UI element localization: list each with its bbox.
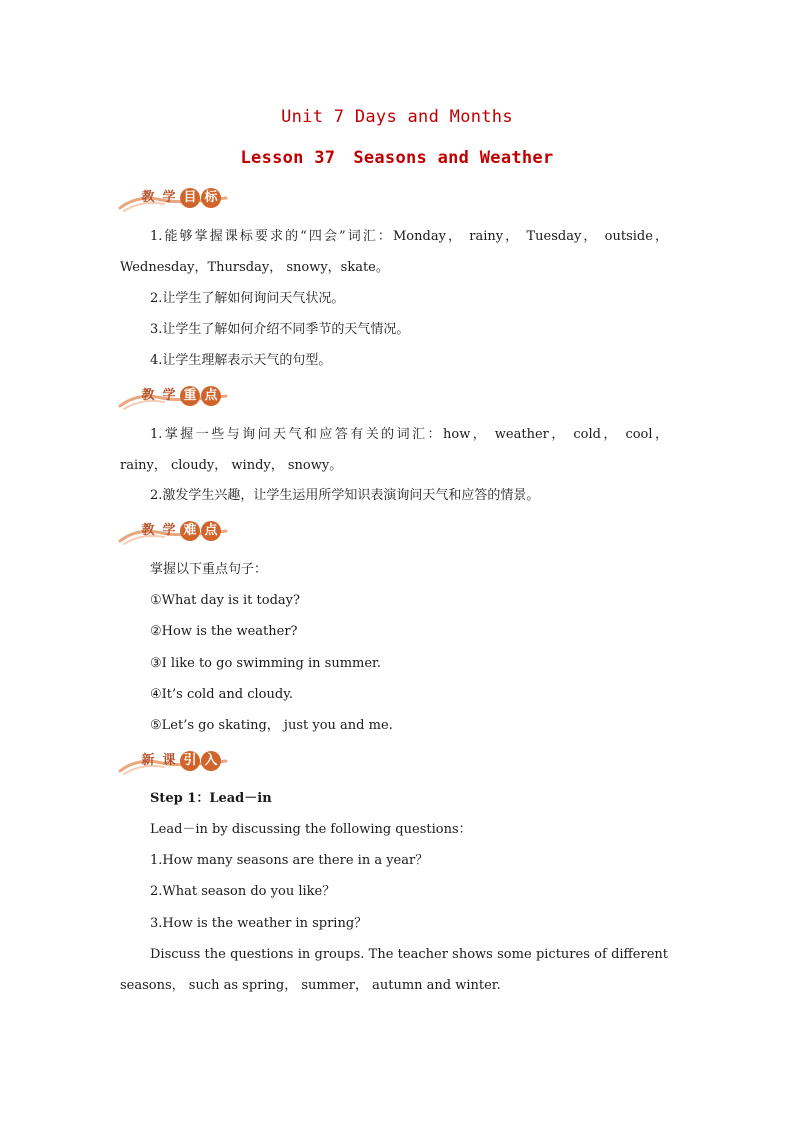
objective-line-1-cont: Wednesday，Thursday， snowy，skate。 [120, 260, 389, 275]
difficulty-sentence-1: ①What day is it today? [150, 593, 300, 608]
heading-char: 目 [180, 188, 200, 208]
difficulty-sentence-4: ④It’s cold and cloudy. [150, 687, 293, 702]
difficulty-sentence-3: ③I like to go swimming in summer. [150, 656, 381, 671]
heading-char: 教 [141, 523, 155, 538]
heading-char: 引 [180, 751, 200, 771]
key-point-line-2: 2.激发学生兴趣，让学生运用所学知识表演询问天气和应答的情景。 [150, 488, 540, 503]
unit-title: Unit 7 Days and Months [281, 107, 513, 127]
heading-char: 入 [201, 751, 221, 771]
heading-char: 教 [141, 388, 155, 403]
difficulty-intro: 掌握以下重点句子： [150, 562, 268, 577]
lead-in-discussion-cont: seasons， such as spring， summer， autumn and winter. [120, 978, 501, 993]
lead-in-question-1: 1.How many seasons are there in a year？ [150, 853, 429, 868]
section-heading-objectives [118, 186, 230, 214]
lesson-number: Lesson 37 [240, 148, 336, 168]
step-1-heading: Step 1：Lead－in [150, 791, 272, 806]
heading-char: 学 [162, 523, 176, 538]
heading-char: 学 [162, 388, 176, 403]
lead-in-discussion: Discuss the questions in groups. The teacher shows some pictures of different [150, 947, 668, 962]
lead-in-question-3: 3.How is the weather in spring？ [150, 916, 368, 931]
section-heading-lead-in [118, 749, 230, 777]
objective-line-2: 2.让学生了解如何询问天气状况。 [150, 291, 345, 306]
heading-char: 学 [162, 190, 176, 205]
lead-in-intro: Lead－in by discussing the following questions： [150, 822, 472, 837]
section-heading-key-points [118, 384, 230, 412]
objective-line-1: 1.能够掌握课标要求的“四会”词汇：Monday， rainy， Tuesday， outside， [150, 229, 668, 244]
key-point-line-1-cont: rainy， cloudy， windy， snowy。 [120, 458, 343, 473]
heading-char: 重 [180, 386, 200, 406]
heading-char: 课 [162, 753, 176, 768]
heading-char: 新 [141, 753, 155, 768]
section-heading-difficulties [118, 519, 230, 547]
heading-char: 点 [201, 521, 221, 541]
lesson-title [0, 148, 794, 168]
objective-line-3: 3.让学生了解如何介绍不同季节的天气情况。 [150, 322, 410, 337]
heading-char: 点 [201, 386, 221, 406]
heading-char: 难 [180, 521, 200, 541]
key-point-line-1: 1.掌握一些与询问天气和应答有关的词汇：how， weather， cold， cool， [150, 427, 668, 442]
difficulty-sentence-5: ⑤Let’s go skating， just you and me. [150, 718, 393, 733]
lead-in-question-2: 2.What season do you like？ [150, 884, 336, 899]
difficulty-sentence-2: ②How is the weather? [150, 624, 298, 639]
lesson-subtitle: Seasons and Weather [353, 148, 554, 168]
heading-char: 标 [201, 188, 221, 208]
heading-char: 教 [141, 190, 155, 205]
objective-line-4: 4.让学生理解表示天气的句型。 [150, 353, 332, 368]
